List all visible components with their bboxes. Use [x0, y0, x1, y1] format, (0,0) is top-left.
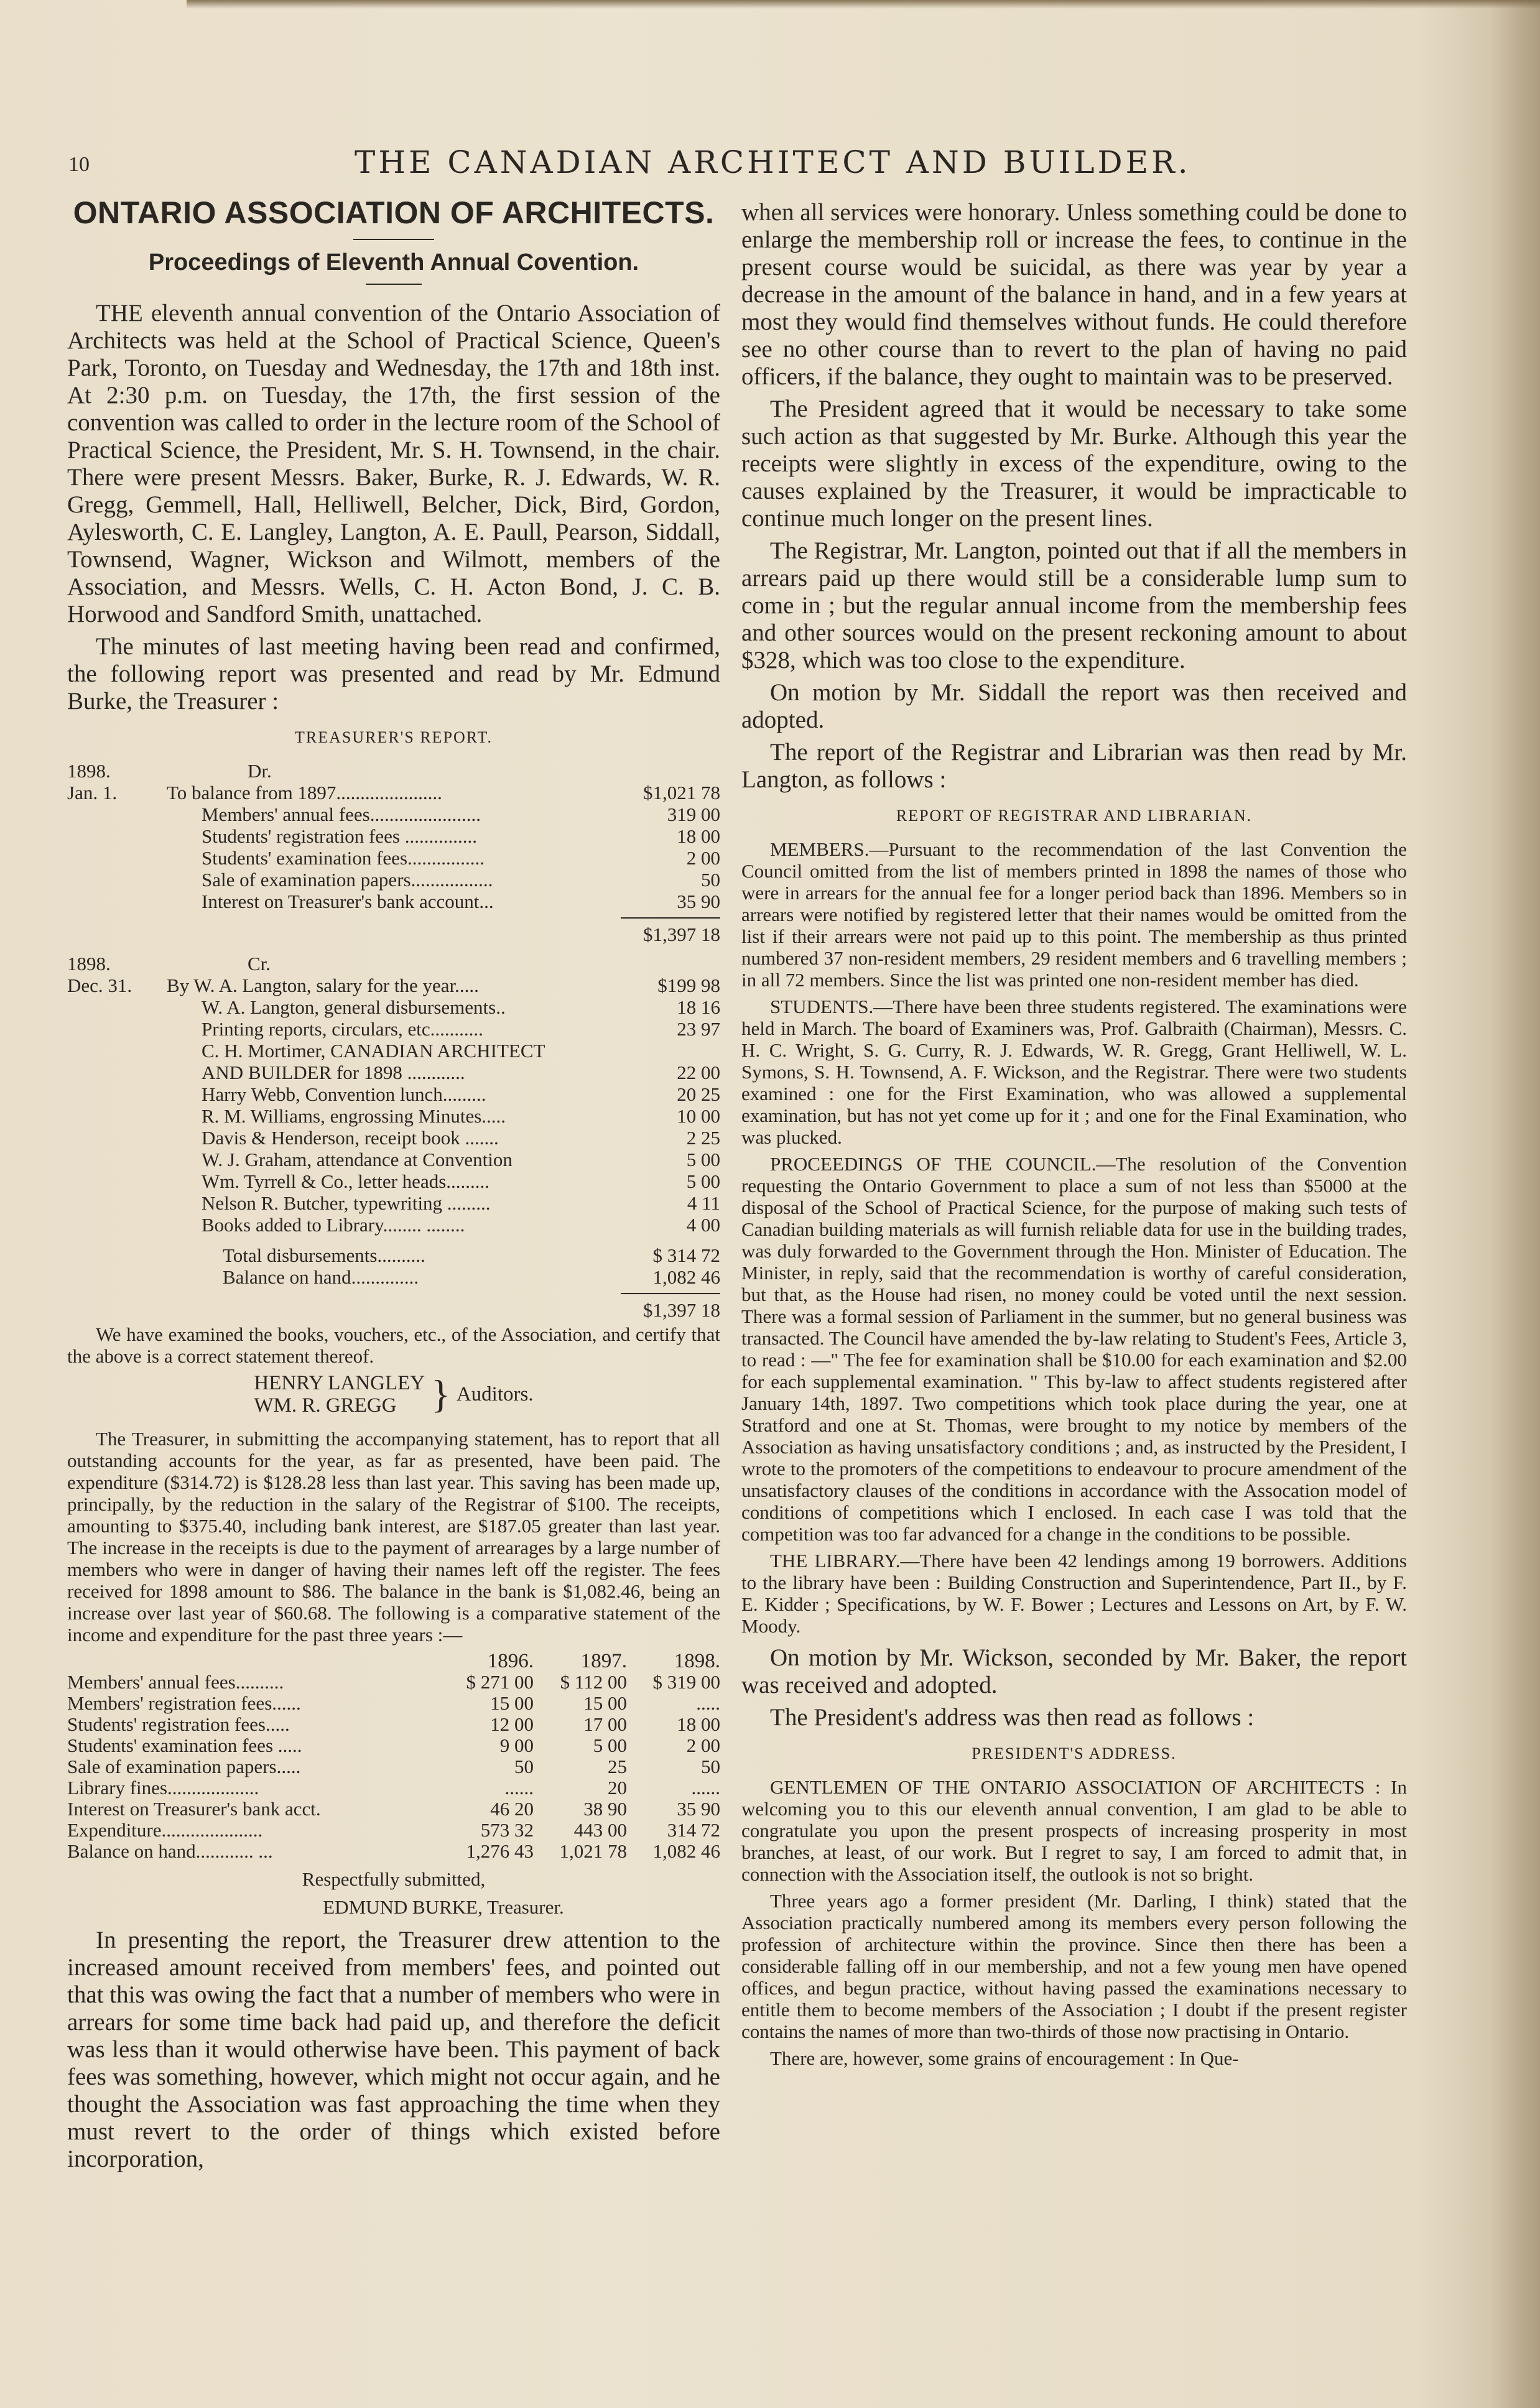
page-number: 10	[68, 153, 90, 176]
balance-on-hand-label: Balance on hand..............	[223, 1266, 419, 1288]
comparison-row	[67, 1799, 720, 1820]
journal-title: THE CANADIAN ARCHITECT AND BUILDER.	[355, 144, 1191, 180]
cr-first-amount: $199 98	[657, 975, 720, 996]
year-header: 1897.	[580, 1650, 627, 1672]
cr-line-item	[67, 996, 720, 1018]
presidents-address-intro: The President's address was then read as follows :	[770, 1704, 1255, 1731]
presidents-address-heading: PRESIDENT'S ADDRESS.	[972, 1744, 1177, 1762]
dr-sum-rule	[621, 917, 720, 919]
comparison-cell: 5 00	[593, 1734, 627, 1756]
auditors-label: Auditors.	[456, 1383, 534, 1405]
cr-item-amount: 4 00	[686, 1214, 720, 1236]
cr-item-text: W. J. Graham, attendance at Convention	[202, 1149, 513, 1170]
dr-line-item	[67, 847, 720, 869]
comparison-cell: 38 90	[583, 1798, 627, 1820]
comparison-cell: .....	[696, 1692, 720, 1714]
comparison-row-label: Sale of examination papers.....	[67, 1756, 301, 1777]
dr-line-item	[67, 869, 720, 891]
comparison-row	[67, 1777, 720, 1799]
dr-item-amount: 18 00	[677, 825, 720, 847]
comparison-cell: 15 00	[490, 1692, 534, 1714]
comparative-statement-table	[67, 1651, 720, 1862]
continued-paragraph: when all services were honorary. Unless something could be done to enlarge the membership roll or increase the fees, to continue in the present course would be suicidal, as there was year by year a decrease in the amount of the balance in hand, and in a few years at most they would find themselves without funds. He could therefore see no other course than to revert to the plan of having no paid officers, if the balance, they ought to maintain was to be preserved.	[741, 199, 1407, 390]
comparison-row	[67, 1756, 720, 1777]
cr-item-amount: 10 00	[677, 1105, 720, 1127]
comparison-row-label: Members' annual fees..........	[67, 1671, 284, 1693]
cr-line-item	[67, 1062, 720, 1083]
auditors-signature	[67, 1372, 720, 1417]
comparison-row	[67, 1714, 720, 1735]
running-header	[68, 144, 1474, 182]
page-spine-shadow	[1490, 0, 1540, 2408]
treasurer-report-heading: TREASURER'S REPORT.	[294, 728, 493, 746]
auditor-1: HENRY LANGLEY	[254, 1372, 425, 1394]
comparison-cell: 35 90	[677, 1798, 720, 1820]
registrar-report-intro: The report of the Registrar and Librarian was then read by Mr. Langton, as follows :	[741, 739, 1407, 793]
comparison-cell: ......	[504, 1777, 534, 1799]
treasurer-account-cr	[67, 953, 720, 1321]
motion-siddall-paragraph: On motion by Mr. Siddall the report was then received and adopted.	[741, 679, 1407, 733]
registrar-reply-paragraph: The Registrar, Mr. Langton, pointed out that if all the members in arrears paid up there would still be a considerable lump sum to come in ; but the regular annual income from the membership fees and other sources would on the present reckoning amount to about $328, which was too close to the expenditure.	[741, 537, 1407, 674]
presidents-address-paragraph-2: Three years ago a former president (Mr. Darling, I think) stated that the Association practically numbered among its members every person following the profession of architecture within the province. Since then there has been a considerable falling off in our membership, and not a few young men have opened offices, and begun practice, without having passed the examinations necessary to entitle them to become members of the Association ; I doubt if the present register contains the names of more than two-thirds of those now practising in Ontario.	[741, 1890, 1407, 2042]
cr-first-line: By W. A. Langton, salary for the year.....	[167, 975, 479, 996]
presidents-address-paragraph-1: GENTLEMEN OF THE ONTARIO ASSOCIATION OF ARCHITECTS : In welcoming you to this our eleventh annual convention, I am glad to be able to congratulate you upon the present prospects of increasing prosperity in most branches, at least, of our work. But I regret to say, I am forced to admit that, in connection with the Association itself, the outlook is not so bright.	[741, 1776, 1407, 1885]
cr-line-item	[67, 1127, 720, 1149]
motion-wickson-paragraph: On motion by Mr. Wickson, seconded by Mr. Baker, the report was received and adopted.	[741, 1644, 1407, 1698]
dr-line-item	[67, 803, 720, 825]
registrar-report-heading: REPORT OF REGISTRAR AND LIBRARIAN.	[896, 807, 1253, 825]
dr-first-line: To balance from 1897......................	[167, 782, 442, 803]
dr-line-item	[67, 825, 720, 847]
cr-total: $1,397 18	[643, 1299, 720, 1321]
dr-item-amount: 2 00	[686, 847, 720, 869]
comparison-cell: 17 00	[583, 1713, 627, 1735]
comparison-cell: 12 00	[490, 1713, 534, 1735]
comparison-cell: $ 319 00	[652, 1671, 720, 1693]
cr-line-item	[67, 1083, 720, 1105]
comparison-cell: 20	[608, 1777, 627, 1799]
cr-item-text: C. H. Mortimer, CANADIAN ARCHITECT	[202, 1040, 545, 1062]
cr-item-text: Wm. Tyrrell & Co., letter heads.........	[202, 1170, 490, 1192]
cr-line-item	[67, 1040, 720, 1062]
dr-label: Dr.	[248, 760, 272, 782]
cr-line-item	[67, 1105, 720, 1127]
intro-paragraph-1: THE eleventh annual convention of the Ontario Association of Architects was held at the School of Practical Science, Queen's Park, Toronto, on Tuesday and Wednesday, the 17th and 18th inst. At 2:30 p.m. on Tuesday, the 17th, the first session of the convention was called to order in the lecture room of the School of Practical Science, the President, Mr. S. H. Townsend, in the chair. There were present Messrs. Baker, Burke, R. J. Edwards, W. R. Gregg, Gemmell, Hall, Helliwell, Belcher, Dick, Bird, Gordon, Aylesworth, C. E. Langley, Langton, A. E. Paull, Pearson, Siddall, Townsend, Wagner, Wickson and Wilmott, members of the Association, and Messrs. Wells, C. H. Acton Bond, J. C. B. Horwood and Sandford Smith, unattached.	[67, 300, 720, 627]
dr-item-text: Interest on Treasurer's bank account...	[202, 891, 494, 912]
right-column	[741, 199, 1407, 2074]
dr-item-text: Students' registration fees ...............	[202, 825, 477, 847]
presidents-address-paragraph-3: There are, however, some grains of encouragement : In Que-	[770, 2047, 1239, 2069]
cr-sum-rule	[621, 1293, 720, 1294]
comparison-cell: 18 00	[677, 1713, 720, 1735]
cr-line-item	[67, 1214, 720, 1236]
cr-item-text: Printing reports, circulars, etc...........	[202, 1018, 483, 1040]
comparison-row-label: Students' examination fees .....	[67, 1734, 302, 1756]
cr-item-amount: 18 16	[677, 996, 720, 1018]
comparison-row-label: Balance on hand............ ...	[67, 1840, 273, 1862]
comparison-cell: 46 20	[490, 1798, 534, 1820]
cr-item-text: AND BUILDER for 1898 ............	[202, 1062, 465, 1083]
comparison-cell: $ 112 00	[560, 1671, 627, 1693]
auditor-2: WM. R. GREGG	[254, 1394, 397, 1417]
registrar-members-paragraph: MEMBERS.—Pursuant to the recommendation of the last Convention the Council omitted from the list of members printed in 1898 the names of those who were in arrears for the annual fee for a longer period back than 1896. Members so in arrears were notified by registered letter that their names would be omitted from the list if their arrears were not paid up to this point. The membership as thus printed numbered 37 non-resident members, 29 resident members and 6 travelling members ; in all 72 members. Since the list was printed one non-resident member has died.	[741, 838, 1407, 991]
cr-label: Cr.	[248, 953, 271, 975]
dr-item-text: Students' examination fees................	[202, 847, 485, 869]
dr-first-amount: $1,021 78	[643, 782, 720, 803]
comparison-cell: 1,276 43	[466, 1840, 534, 1862]
comparison-cell: 2 00	[686, 1734, 720, 1756]
dr-date: Jan. 1.	[67, 782, 118, 803]
registrar-council-paragraph: PROCEEDINGS OF THE COUNCIL.—The resolution of the Convention requesting the Ontario Government to place a sum of not less than $5000 at the disposal of the School of Practical Science, for the purpose of making such tests of Canadian building materials as will furnish reliable data for use in the building trades, was duly forwarded to the Government through the Hon. Minister of Education. The Minister, in reply, said that the recommendation is worthy of careful consideration, but that, as the House had risen, no money could be voted until the next session. There was a formal session of Parliament in the summer, but no general business was transacted. The Council have amended the by-law relating to Student's Fees, Article 3, to read : —" The fee for examination shall be $10.00 for each examination and $2.00 for each supplemental examination. " This by-law to affect students registered after January 14th, 1897. Two competitions which took place during the year, one at Stratford and one at St. Thomas, were brought to my notice by members of the Association as having unsatisfactory conditions ; and, as instructed by the President, I wrote to the promoters of the competitions to endeavour to procure amendment of the unsatisfactory clauses of the conditions in accordance with the Assocation model of conditions of competitions which I enclosed. In each case I was told that the competition was too far advanced for a change in the conditions to be possible.	[741, 1153, 1407, 1545]
subtitle-rule	[366, 284, 422, 285]
year-header: 1896.	[487, 1650, 534, 1672]
comparison-row-label: Library fines...................	[67, 1777, 259, 1799]
cr-item-amount	[621, 1040, 720, 1062]
dr-total: $1,397 18	[643, 924, 720, 945]
dr-item-text: Members' annual fees.......................	[202, 803, 481, 825]
cr-item-text: Harry Webb, Convention lunch.........	[202, 1083, 486, 1105]
comparison-cell: 25	[608, 1756, 627, 1777]
cr-item-text: Davis & Henderson, receipt book .......	[202, 1127, 499, 1149]
total-disbursements: $ 314 72	[652, 1244, 720, 1266]
treasurer-paragraph: The Treasurer, in submitting the accompanying statement, has to report that all outstanding accounts for the year, as far as presented, have been paid. The expenditure ($314.72) is $128.28 less than last year. This saving has been made up, principally, by the reduction in the salary of the Registrar of $100. The receipts, amounting to $375.40, including bank interest, are $187.05 greater than last year. The increase in the receipts is due to the payment of arrearages by a large number of members who were in danger of having their names left off the register. The fees received for 1898 amount to $86. The balance in the bank is $1,082.46, being an increase over last year of $60.68. The following is a comparative statement of the income and expenditure for the past three years :—	[67, 1428, 720, 1646]
article-subtitle: Proceedings of Eleventh Annual Covention.	[148, 249, 639, 276]
comparison-row	[67, 1735, 720, 1756]
comparison-cell: ......	[691, 1777, 720, 1799]
page-top-edge	[187, 0, 1540, 9]
comparison-cell: 50	[514, 1756, 534, 1777]
respectfully-submitted: Respectfully submitted,	[302, 1868, 486, 1890]
title-rule	[353, 239, 434, 240]
comparison-row-label: Members' registration fees......	[67, 1692, 301, 1714]
dr-line-item	[67, 891, 720, 912]
cr-line-item	[67, 1192, 720, 1214]
cr-item-text: Nelson R. Butcher, typewriting .........	[202, 1192, 491, 1214]
dr-item-amount: 50	[701, 869, 720, 891]
left-column	[67, 195, 720, 2178]
cr-date: Dec. 31.	[67, 975, 132, 996]
cr-item-amount: 22 00	[677, 1062, 720, 1083]
comparison-cell: 573 32	[480, 1819, 534, 1841]
cr-item-text: W. A. Langton, general disbursements..	[202, 996, 506, 1018]
dr-year: 1898.	[67, 760, 111, 782]
comparison-cell: $ 271 00	[466, 1671, 534, 1693]
comparison-row	[67, 1672, 720, 1693]
cr-item-amount: 23 97	[677, 1018, 720, 1040]
dr-item-text: Sale of examination papers.................	[202, 869, 493, 891]
comparison-row-label: Students' registration fees.....	[67, 1713, 290, 1735]
cr-year: 1898.	[67, 953, 111, 975]
comparison-row-label: Expenditure.....................	[67, 1819, 263, 1841]
balance-on-hand: 1,082 46	[652, 1266, 720, 1288]
cr-item-text: Books added to Library........ ........	[202, 1214, 465, 1236]
total-disbursements-label: Total disbursements..........	[223, 1244, 425, 1266]
brace-glyph: }	[431, 1372, 450, 1416]
comparison-cell: 50	[701, 1756, 720, 1777]
audit-statement: We have examined the books, vouchers, etc., of the Association, and certify that the above is a correct statement thereof.	[67, 1323, 720, 1367]
cr-item-amount: 4 11	[687, 1192, 720, 1214]
cr-line-item	[67, 1018, 720, 1040]
comparison-row	[67, 1693, 720, 1714]
registrar-library-paragraph: THE LIBRARY.—There have been 42 lendings among 19 borrowers. Additions to the library have been : Building Construction and Superintendence, Part II., by F. E. Kidder ; Specifications, by W. F. Bower ; Lectures and Lessons on Art, by F. W. Moody.	[741, 1550, 1407, 1637]
cr-line-item	[67, 1149, 720, 1170]
comparison-cell: 314 72	[667, 1819, 720, 1841]
comparison-cell: 15 00	[583, 1692, 627, 1714]
cr-item-amount: 20 25	[677, 1083, 720, 1105]
year-header: 1898.	[674, 1650, 720, 1672]
comparison-cell: 1,082 46	[652, 1840, 720, 1862]
president-reply-paragraph: The President agreed that it would be necessary to take some such action as that suggested by Mr. Burke. Although this year the receipts were slightly in excess of the expenditure, owing to the causes explained by the Treasurer, it would be impracticable to continue much longer on the present lines.	[741, 396, 1407, 532]
cr-item-amount: 2 25	[686, 1127, 720, 1149]
dr-item-amount: 319 00	[667, 803, 720, 825]
comparison-cell: 9 00	[499, 1734, 534, 1756]
treasurer-signature: EDMUND BURKE, Treasurer.	[323, 1896, 564, 1918]
comparison-row	[67, 1820, 720, 1841]
article-title: ONTARIO ASSOCIATION OF ARCHITECTS.	[73, 195, 715, 230]
dr-item-amount: 35 90	[677, 891, 720, 912]
cr-item-amount: 5 00	[686, 1170, 720, 1192]
treasurer-discussion-paragraph: In presenting the report, the Treasurer drew attention to the increased amount received from members' fees, and pointed out that this was owing the fact that a number of members who were in arrears for some time back had paid up, and therefore the deficit was less than it would otherwise have been. This payment of back fees was something, however, which might not occur again, and he thought the Association was fast approaching the time when they must revert to the order of things which existed before incorporation,	[67, 1927, 720, 2172]
registrar-students-paragraph: STUDENTS.—There have been three students registered. The examinations were held in March. The board of Examiners was, Prof. Galbraith (Chairman), Messrs. C. H. C. Wright, S. G. Curry, R. J. Edwards, W. R. Gregg, Grant Helliwell, W. L. Symons, S. H. Townsend, A. F. Wickson, and the Registrar. There were two students examined : one for the First Examination, who was allowed a supplemental examination, but has not yet come up for it ; and one for the Final Examination, who was plucked.	[741, 996, 1407, 1148]
cr-item-amount: 5 00	[686, 1149, 720, 1170]
intro-paragraph-2: The minutes of last meeting having been read and confirmed, the following report was presented and read by Mr. Edmund Burke, the Treasurer :	[67, 633, 720, 715]
cr-line-item	[67, 1170, 720, 1192]
comparison-row-label: Interest on Treasurer's bank acct.	[67, 1798, 321, 1820]
comparison-row	[67, 1841, 720, 1862]
treasurer-account-dr	[67, 760, 720, 945]
comparison-cell: 1,021 78	[559, 1840, 627, 1862]
cr-item-text: R. M. Williams, engrossing Minutes.....	[202, 1105, 506, 1127]
comparison-cell: 443 00	[573, 1819, 627, 1841]
